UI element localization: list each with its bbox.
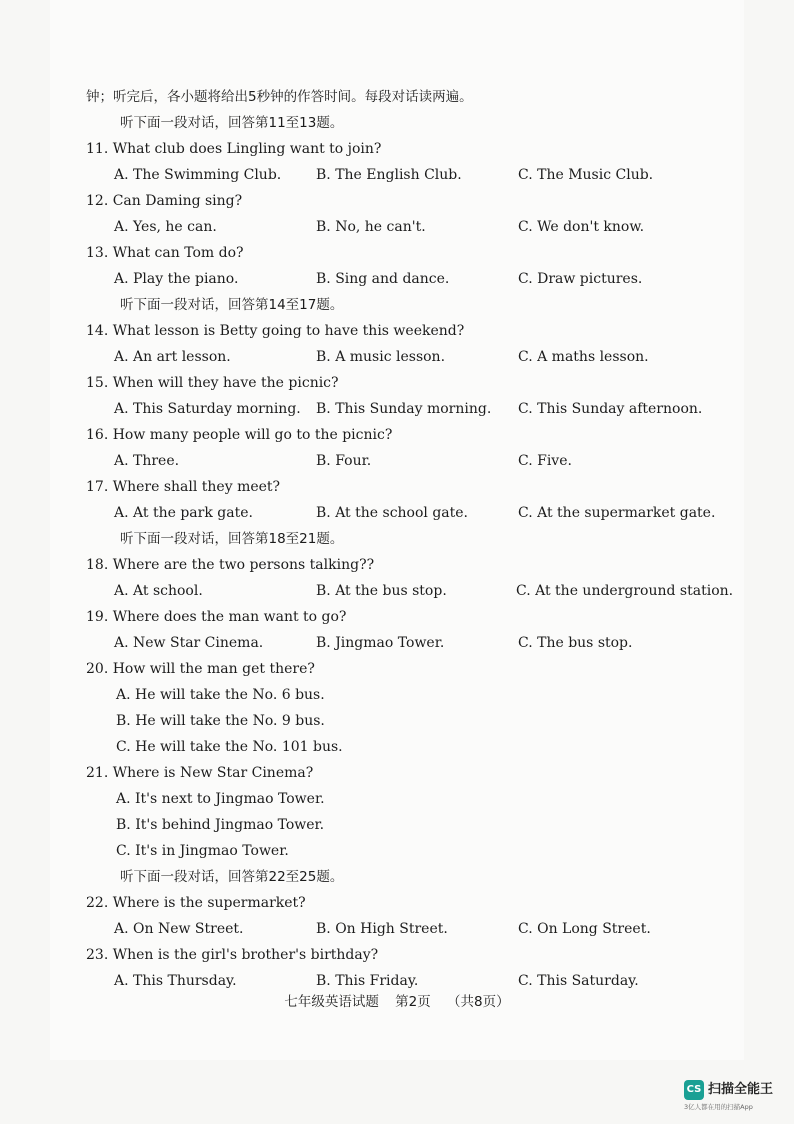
section-instruction: 听下面一段对话，回答第14至17题。 bbox=[120, 297, 344, 313]
option-row bbox=[86, 630, 746, 656]
option-c: C. Five. bbox=[518, 453, 572, 469]
option-row bbox=[86, 344, 746, 370]
question-list bbox=[86, 84, 746, 994]
option-b: B. This Friday. bbox=[316, 973, 419, 989]
option-c: C. Draw pictures. bbox=[518, 271, 643, 287]
option-a: A. At the park gate. bbox=[114, 505, 253, 521]
footer-total-pages: （共8页） bbox=[447, 994, 510, 1010]
option-a: A. Play the piano. bbox=[114, 271, 239, 287]
option-row bbox=[86, 916, 746, 942]
option-row bbox=[86, 578, 746, 604]
option-b: B. At the bus stop. bbox=[316, 583, 447, 599]
option-c: C. The Music Club. bbox=[518, 167, 654, 183]
option-b: B. This Sunday morning. bbox=[316, 401, 492, 417]
option-c: C. On Long Street. bbox=[518, 921, 651, 937]
option-b: B. Sing and dance. bbox=[316, 271, 450, 287]
option-c: C. We don't know. bbox=[518, 219, 645, 235]
watermark-app-name: 扫描全能王 bbox=[708, 1082, 774, 1097]
option-a: A. Yes, he can. bbox=[114, 219, 217, 235]
option-a: A. This Saturday morning. bbox=[114, 401, 301, 417]
option-b: B. The English Club. bbox=[316, 167, 462, 183]
section-instruction: 听下面一段对话，回答第11至13题。 bbox=[120, 115, 344, 131]
section-instruction: 听下面一段对话，回答第22至25题。 bbox=[120, 869, 344, 885]
footer-subject: 七年级英语试题 bbox=[284, 994, 379, 1010]
option-b: B. No, he can't. bbox=[316, 219, 426, 235]
option-a: A. This Thursday. bbox=[114, 973, 237, 989]
option-row bbox=[86, 162, 746, 188]
option-a: A. At school. bbox=[114, 583, 203, 599]
option-a: A. He will take the No. 6 bus. bbox=[116, 687, 325, 703]
option-c: C. He will take the No. 101 bus. bbox=[116, 739, 343, 755]
scanner-watermark bbox=[684, 1080, 784, 1116]
question-stem: 13. What can Tom do? bbox=[86, 245, 244, 261]
option-c: C. This Sunday afternoon. bbox=[518, 401, 703, 417]
option-b: B. He will take the No. 9 bus. bbox=[116, 713, 325, 729]
option-c: C. This Saturday. bbox=[518, 973, 639, 989]
option-a: A. The Swimming Club. bbox=[114, 167, 282, 183]
option-a: A. Three. bbox=[114, 453, 180, 469]
option-b: B. At the school gate. bbox=[316, 505, 469, 521]
option-b: B. Four. bbox=[316, 453, 372, 469]
camscanner-logo-icon: CS bbox=[684, 1080, 704, 1100]
section-instruction: 听下面一段对话，回答第18至21题。 bbox=[120, 531, 344, 547]
option-c: C. It's in Jingmao Tower. bbox=[116, 843, 289, 859]
option-c: C. The bus stop. bbox=[518, 635, 633, 651]
option-c: C. A maths lesson. bbox=[518, 349, 649, 365]
question-stem: 19. Where does the man want to go? bbox=[86, 609, 347, 625]
option-a: A. New Star Cinema. bbox=[114, 635, 264, 651]
question-stem: 16. How many people will go to the picnic? bbox=[86, 427, 393, 443]
question-stem: 17. Where shall they meet? bbox=[86, 479, 281, 495]
question-stem: 20. How will the man get there? bbox=[86, 661, 315, 677]
option-a: A. It's next to Jingmao Tower. bbox=[116, 791, 325, 807]
option-b: B. Jingmao Tower. bbox=[316, 635, 445, 651]
option-row bbox=[86, 448, 746, 474]
question-stem: 14. What lesson is Betty going to have this weekend? bbox=[86, 323, 465, 339]
option-row bbox=[86, 214, 746, 240]
option-a: A. An art lesson. bbox=[114, 349, 231, 365]
option-row bbox=[86, 396, 746, 422]
option-b: B. A music lesson. bbox=[316, 349, 446, 365]
footer-page-number: 第2页 bbox=[395, 994, 431, 1010]
question-stem: 11. What club does Lingling want to join? bbox=[86, 141, 382, 157]
question-stem: 23. When is the girl's brother's birthday? bbox=[86, 947, 379, 963]
page-footer bbox=[0, 990, 794, 1010]
option-c: C. At the underground station. bbox=[516, 583, 734, 599]
option-a: A. On New Street. bbox=[114, 921, 244, 937]
watermark-tagline: 3亿人都在用的扫描App bbox=[684, 1103, 753, 1111]
listening-intro: 钟；听完后，各小题将给出5秒钟的作答时间。每段对话读两遍。 bbox=[86, 89, 473, 105]
question-stem: 18. Where are the two persons talking?? bbox=[86, 557, 375, 573]
option-row bbox=[86, 500, 746, 526]
question-stem: 21. Where is New Star Cinema? bbox=[86, 765, 314, 781]
option-b: B. It's behind Jingmao Tower. bbox=[116, 817, 325, 833]
question-stem: 12. Can Daming sing? bbox=[86, 193, 243, 209]
question-stem: 15. When will they have the picnic? bbox=[86, 375, 339, 391]
option-row bbox=[86, 266, 746, 292]
option-c: C. At the supermarket gate. bbox=[518, 505, 716, 521]
question-stem: 22. Where is the supermarket? bbox=[86, 895, 306, 911]
option-b: B. On High Street. bbox=[316, 921, 448, 937]
